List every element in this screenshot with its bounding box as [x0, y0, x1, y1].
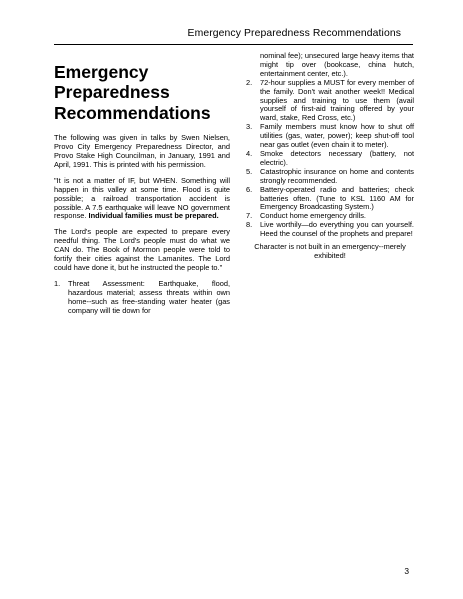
list-item-text: Family members must know how to shut off utilities (gas, water, power); keep shut-off tool near gas outlet (even chain it to meter).	[260, 122, 414, 150]
list-item-number: 3.	[246, 122, 253, 132]
list-item	[246, 168, 414, 186]
list-item	[246, 79, 414, 124]
recommendation-list-start	[54, 280, 230, 316]
quote-emphasis: Individual families must be prepared.	[88, 211, 219, 221]
list-item-number: 5.	[246, 166, 253, 176]
list-item-text: Threat Assessment: Earthquake, flood, hazardous material; assess threats within own home--such as free-standing water heater (gas company will tie down for	[68, 278, 230, 315]
lord-paragraph: The Lord's people are expected to prepare every needful thing. The Lord's people must do what we CAN do. The Book of Mormon people were told to fortify their cities against the Lamanites. The Lord could have done it, but he instructed the people to."	[54, 227, 230, 272]
list-item	[246, 186, 414, 213]
running-header: Emergency Preparedness Recommendations	[187, 28, 401, 39]
list-item	[246, 150, 414, 168]
list-item-text: Battery-operated radio and batteries; check batteries often. (Tune to KSL 1160 AM for Emergency Broadcasting System.)	[260, 184, 414, 212]
article-title: Emergency Preparedness Recommendations	[54, 62, 211, 123]
list-item-text: 72-hour supplies a MUST for every member of the family. Don't wait another week!! Medical supplies and training to use them (avail yourself of first-aid training offered by your ward, stake, Red Cross, etc.)	[260, 77, 414, 123]
list-item-text: Live worthily—do everything you can yourself. Heed the counsel of the prophets and prepare!	[260, 220, 414, 239]
closing-statement: Character is not built in an emergency--merely exhibited!	[254, 242, 406, 260]
list-item-text: Smoke detectors necessary (battery, not electric).	[260, 148, 414, 167]
page-number: 3	[404, 566, 409, 576]
list-item-number: 4.	[246, 148, 253, 158]
right-column	[246, 52, 414, 261]
quote-text: "It is not a matter of IF, but WHEN. Something will happen in this valley at some time. Flood is quite possible; a railroad transportation accident is possible. A 7.5 earthquake will leave NO government response.	[54, 175, 230, 221]
list-item-continuation: nominal fee); unsecured large heavy items that might tip over (bookcase, china hutch, entertainment center, etc.).	[260, 51, 414, 78]
list-item	[54, 280, 230, 316]
quote-paragraph	[54, 177, 230, 222]
list-item	[246, 123, 414, 150]
list-item-text: Conduct home emergency drills.	[260, 211, 366, 221]
left-column	[54, 62, 230, 316]
header-rule	[54, 44, 413, 45]
list-item-number: 2.	[246, 77, 253, 87]
intro-paragraph: The following was given in talks by Swen Nielsen, Provo City Emergency Preparedness Director, and Provo Stake High Councilman, in January, 1991 and April, 1991. This is printed with his permission.	[54, 133, 230, 169]
list-item-number: 8.	[246, 220, 253, 230]
list-item-number: 6.	[246, 184, 253, 194]
list-item-number: 7.	[246, 211, 253, 221]
recommendation-list	[246, 79, 414, 239]
list-item-number: 1.	[54, 278, 61, 288]
list-item-text: Catastrophic insurance on home and contents strongly recommended.	[260, 166, 414, 185]
list-item	[246, 221, 414, 239]
